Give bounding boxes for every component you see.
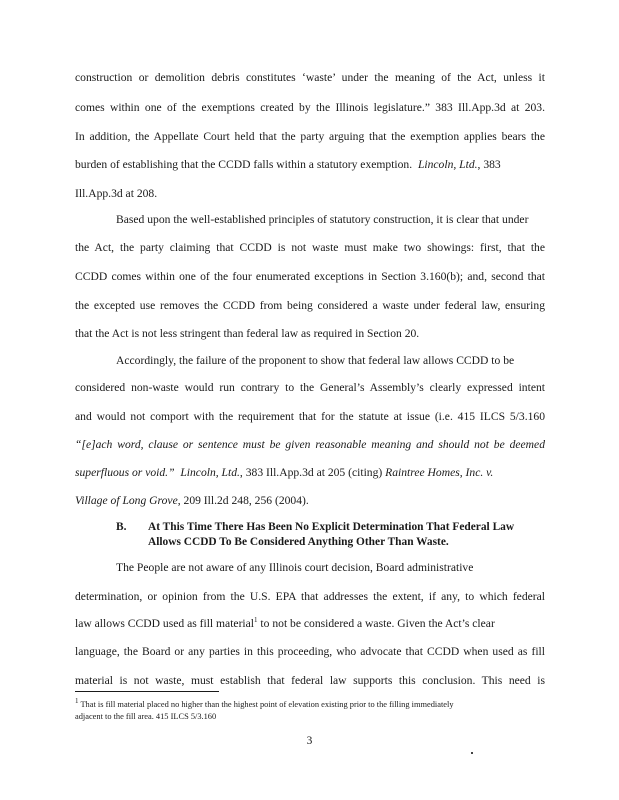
case-citation: Raintree Homes, Inc. v. [385,466,494,479]
body-text-line: CCDD comes within one of the four enumerated exceptions in Section 3.160(b); and, second that [75,270,545,283]
body-text-line: The People are not aware of any Illinois court decision, Board administrative [116,561,474,574]
body-text-line: comes within one of the exemptions created by the Illinois legislature.” 383 Ill.App.3d at 203. [75,101,545,114]
case-citation: Village of Long Grove [75,494,178,507]
body-text-line: language, the Board or any parties in this proceeding, who advocate that CCDD when used as fill [75,645,545,658]
body-text-line [75,617,495,631]
section-number: B. [116,521,127,533]
case-citation: Lincoln, Ltd. [417,158,478,171]
body-text-line: Ill.App.3d at 208. [75,187,158,200]
case-citation: Lincoln, Ltd. [180,466,240,479]
body-text-line: construction or demolition debris constitutes ‘waste’ under the meaning of the Act, unless it [75,71,545,84]
citation-reference: , 383 [477,158,501,171]
footnote-text: That is fill material placed no higher than the highest point of elevation existing prior to the filling immediately [78,700,454,709]
quoted-text: superfluous or void.” [75,466,175,479]
body-text: to not be considered a waste. Given the Act’s clear [257,617,495,630]
page-number: 3 [306,735,313,747]
body-text-line: In addition, the Appellate Court held that the party arguing that the exemption applies bears the [75,130,545,143]
footnote-line [75,699,454,710]
body-text-line: the Act, the party claiming that CCDD is not waste must make two showings: first, that the [75,241,545,254]
footnote-separator [75,691,219,692]
footnote-reference[interactable]: 1 [254,616,258,625]
citation-reference: , 209 Ill.2d 248, 256 (2004). [177,494,309,507]
citation-reference: , 383 Ill.App.3d at 205 (citing) [239,466,383,479]
section-heading-line: At This Time There Has Been No Explicit Determination That Federal Law [148,521,515,533]
body-text-line: Based upon the well-established principles of statutory construction, it is clear that under [116,213,529,226]
body-text-line: the excepted use removes the CCDD from being considered a waste under federal law, ensuring [75,299,545,312]
body-text: law allows CCDD used as fill material [75,617,255,630]
footnote-line: adjacent to the fill area. 415 ILCS 5/3.160 [75,712,217,721]
scan-speck [471,752,473,754]
body-text-line: material is not waste, must establish that federal law supports this conclusion. This need is [75,674,545,687]
body-text-line [75,466,493,480]
footnote-marker: 1 [75,697,79,706]
body-text-line [75,494,309,508]
body-text: burden of establishing that the CCDD falls within a statutory exemption. [75,158,413,171]
body-text-line [75,158,501,172]
body-text-line: determination, or opinion from the U.S. EPA that addresses the extent, if any, to which federal [75,590,545,603]
section-heading [116,520,514,534]
body-text-line: and would not comport with the requirement that for the statute at issue (i.e. 415 ILCS 5/3.160 [75,410,545,423]
section-heading-line: Allows CCDD To Be Considered Anything Other Than Waste. [148,536,449,548]
body-text-line: Accordingly, the failure of the proponent to show that federal law allows CCDD to be [116,354,515,367]
body-text-line: considered non-waste would run contrary to the General’s Assembly’s clearly expressed intent [75,381,545,394]
quoted-text-line: “[e]ach word, clause or sentence must be given reasonable meaning and should not be deemed [75,438,545,451]
body-text-line: that the Act is not less stringent than federal law as required in Section 20. [75,327,420,340]
